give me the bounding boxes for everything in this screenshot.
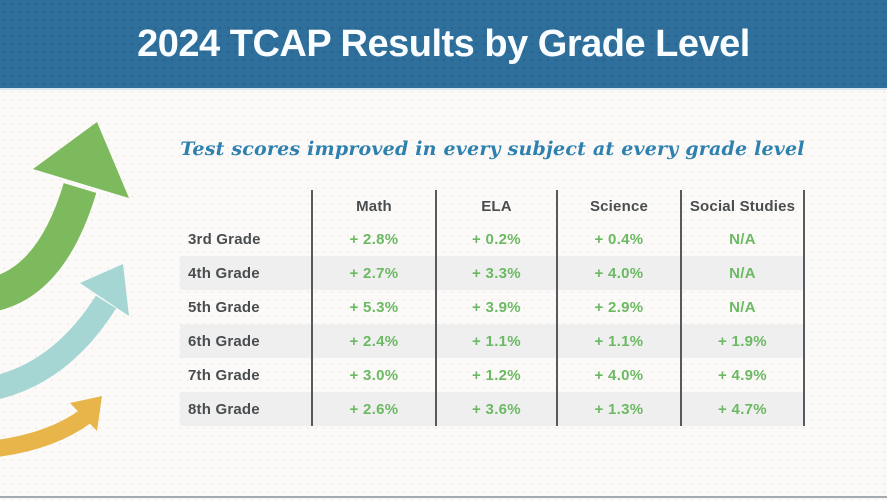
column-header-ela: ELA (437, 190, 558, 222)
cell-8th-social: + 4.7% (682, 392, 805, 426)
cell-3rd-science: + 0.4% (558, 222, 682, 256)
cell-6th-science: + 1.1% (558, 324, 682, 358)
cell-6th-ela: + 1.1% (437, 324, 558, 358)
cell-4th-ela: + 3.3% (437, 256, 558, 290)
page-title: 2024 TCAP Results by Grade Level (137, 22, 750, 65)
cell-8th-science: + 1.3% (558, 392, 682, 426)
row-label-3rd-grade: 3rd Grade (180, 222, 313, 256)
cell-5th-science: + 2.9% (558, 290, 682, 324)
cell-4th-social: N/A (682, 256, 805, 290)
column-header-science: Science (558, 190, 682, 222)
cell-7th-ela: + 1.2% (437, 358, 558, 392)
cell-7th-math: + 3.0% (313, 358, 437, 392)
cell-4th-science: + 4.0% (558, 256, 682, 290)
bottom-divider (0, 496, 887, 498)
cell-7th-science: + 4.0% (558, 358, 682, 392)
growth-arrows-graphic (0, 100, 160, 460)
row-label-6th-grade: 6th Grade (180, 324, 313, 358)
header-bar (0, 0, 887, 90)
cell-4th-math: + 2.7% (313, 256, 437, 290)
column-header-social-studies: Social Studies (682, 190, 805, 222)
column-header-math: Math (313, 190, 437, 222)
cell-8th-ela: + 3.6% (437, 392, 558, 426)
row-label-8th-grade: 8th Grade (180, 392, 313, 426)
row-label-7th-grade: 7th Grade (180, 358, 313, 392)
subtitle: Test scores improved in every subject at every grade level (180, 138, 805, 160)
cell-5th-social: N/A (682, 290, 805, 324)
cell-7th-social: + 4.9% (682, 358, 805, 392)
cell-5th-ela: + 3.9% (437, 290, 558, 324)
cell-3rd-math: + 2.8% (313, 222, 437, 256)
row-label-5th-grade: 5th Grade (180, 290, 313, 324)
results-table (180, 190, 805, 426)
row-label-4th-grade: 4th Grade (180, 256, 313, 290)
cell-3rd-social: N/A (682, 222, 805, 256)
column-header-empty (180, 190, 313, 222)
cell-8th-math: + 2.6% (313, 392, 437, 426)
cell-5th-math: + 5.3% (313, 290, 437, 324)
yellow-growth-arrow-icon (0, 396, 102, 450)
cell-6th-social: + 1.9% (682, 324, 805, 358)
cell-3rd-ela: + 0.2% (437, 222, 558, 256)
cell-6th-math: + 2.4% (313, 324, 437, 358)
